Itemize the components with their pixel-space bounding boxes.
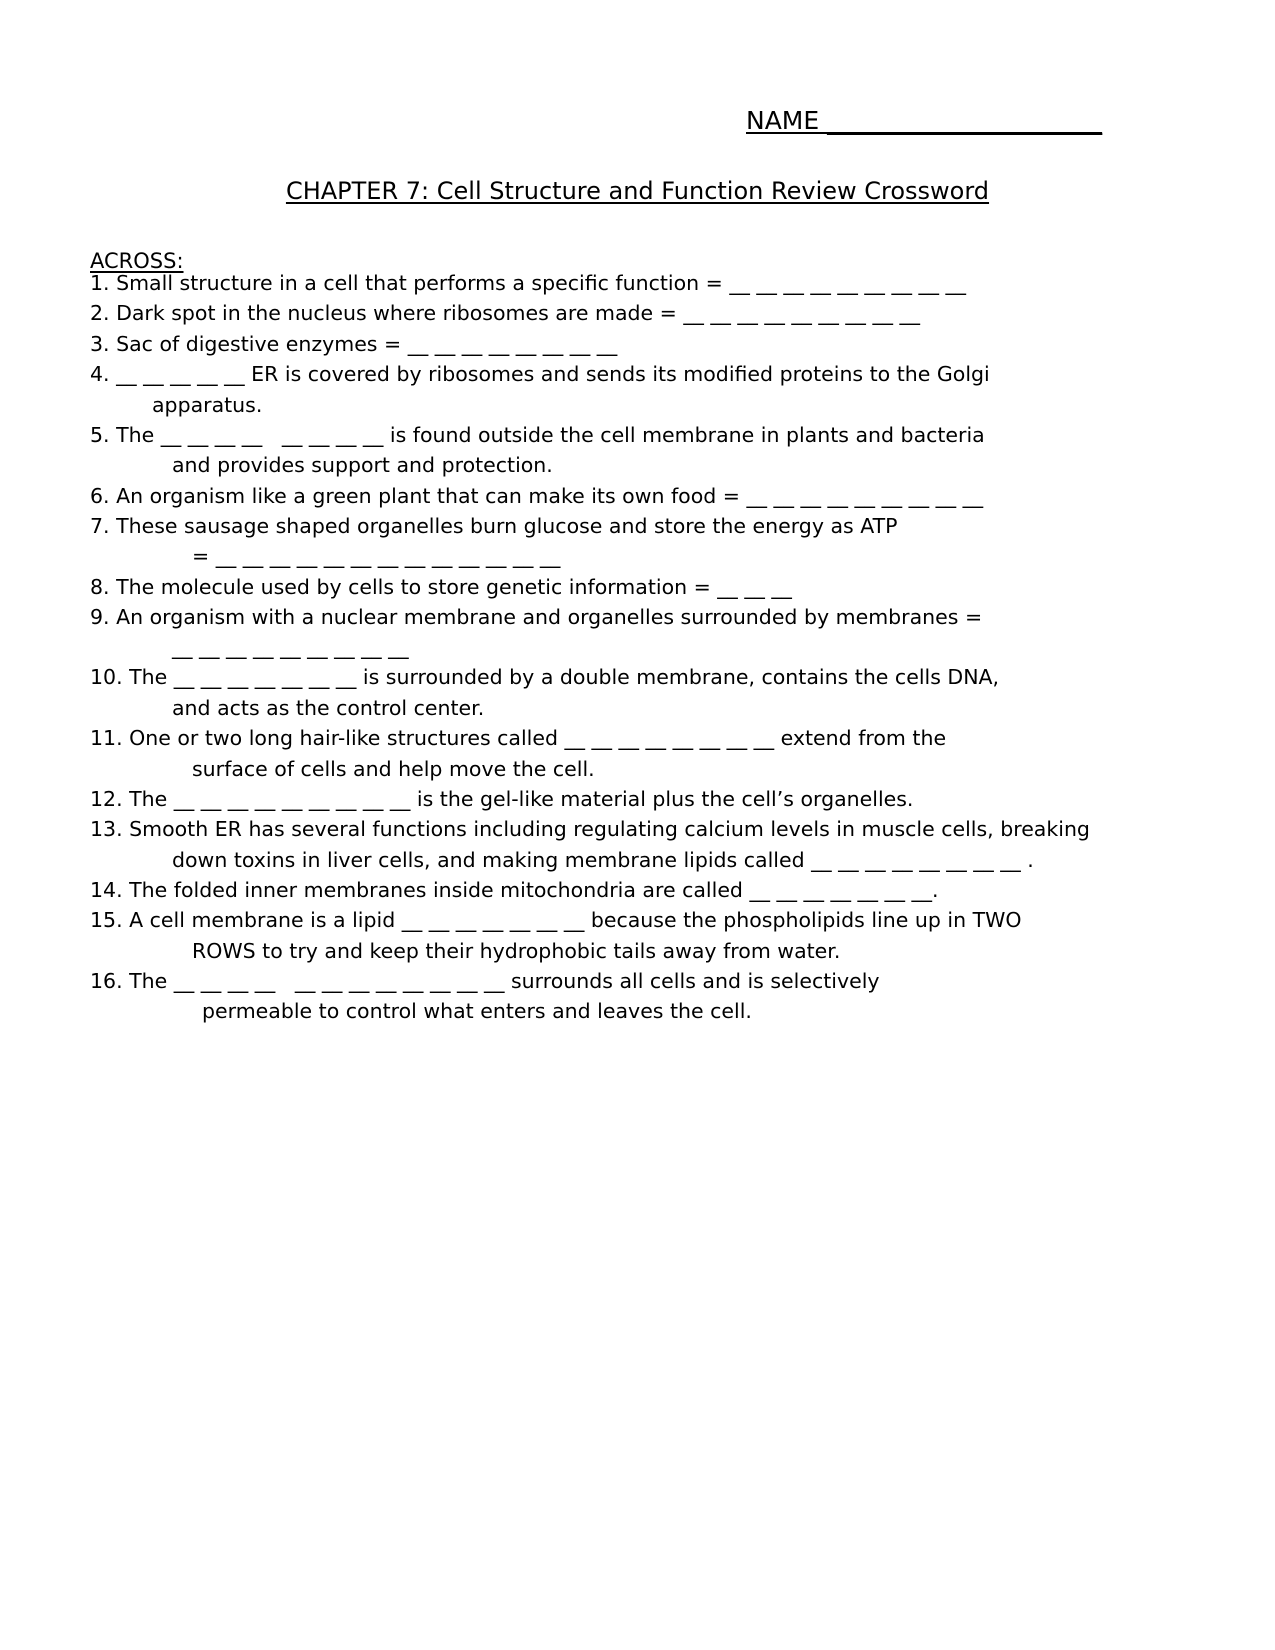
clue-9-continuation: __ __ __ __ __ __ __ __ __: [172, 635, 409, 659]
clue-4: 4. __ __ __ __ __ ER is covered by ribosomes and sends its modified proteins to the Golgi: [90, 362, 990, 386]
clue-9: 9. An organism with a nuclear membrane and organelles surrounded by membranes =: [90, 605, 983, 629]
across-heading: ACROSS:: [90, 249, 184, 273]
clue-15: 15. A cell membrane is a lipid __ __ __ __ __ __ __ because the phospholipids line up in TWO: [90, 908, 1022, 932]
worksheet-title: CHAPTER 7: Cell Structure and Function Review Crossword: [285, 177, 990, 205]
clue-10: 10. The __ __ __ __ __ __ __ is surrounded by a double membrane, contains the cells DNA,: [90, 665, 1000, 689]
clue-6: 6. An organism like a green plant that can make its own food = __ __ __ __ __ __ __ __ __: [90, 484, 984, 508]
clue-5: 5. The __ __ __ __ __ __ __ __ is found outside the cell membrane in plants and bacteria: [90, 423, 985, 447]
clue-11: 11. One or two long hair-like structures called __ __ __ __ __ __ __ __ extend from the: [90, 726, 947, 750]
name-field-label: NAME ______________________: [746, 106, 1103, 135]
clue-13: 13. Smooth ER has several functions including regulating calcium levels in muscle cells, breaking: [90, 817, 1090, 841]
clue-2: 2. Dark spot in the nucleus where ribosomes are made = __ __ __ __ __ __ __ __ __: [90, 301, 920, 325]
clue-7: 7. These sausage shaped organelles burn glucose and store the energy as ATP: [90, 514, 898, 538]
clue-12: 12. The __ __ __ __ __ __ __ __ __ is the gel-like material plus the cell’s organelles.: [90, 787, 914, 811]
clue-10-continuation: and acts as the control center.: [172, 696, 485, 720]
clue-4-continuation: apparatus.: [152, 393, 263, 417]
clue-7-continuation: = __ __ __ __ __ __ __ __ __ __ __ __ __: [192, 544, 561, 568]
clue-1: 1. Small structure in a cell that performs a specific function = __ __ __ __ __ __ __ __ __: [90, 271, 966, 295]
clue-11-continuation: surface of cells and help move the cell.: [192, 757, 595, 781]
clue-15-continuation: ROWS to try and keep their hydrophobic tails away from water.: [192, 939, 841, 963]
clue-16: 16. The __ __ __ __ __ __ __ __ __ __ __ __ surrounds all cells and is selectively: [90, 969, 880, 993]
clue-14: 14. The folded inner membranes inside mitochondria are called __ __ __ __ __ __ __.: [90, 878, 939, 902]
clue-16-continuation: permeable to control what enters and leaves the cell.: [202, 999, 752, 1023]
clue-5-continuation: and provides support and protection.: [172, 453, 553, 477]
clue-8: 8. The molecule used by cells to store genetic information = __ __ __: [90, 575, 792, 599]
clue-13-continuation: down toxins in liver cells, and making membrane lipids called __ __ __ __ __ __ __ __ .: [172, 848, 1034, 872]
clue-3: 3. Sac of digestive enzymes = __ __ __ __ __ __ __ __: [90, 332, 618, 356]
